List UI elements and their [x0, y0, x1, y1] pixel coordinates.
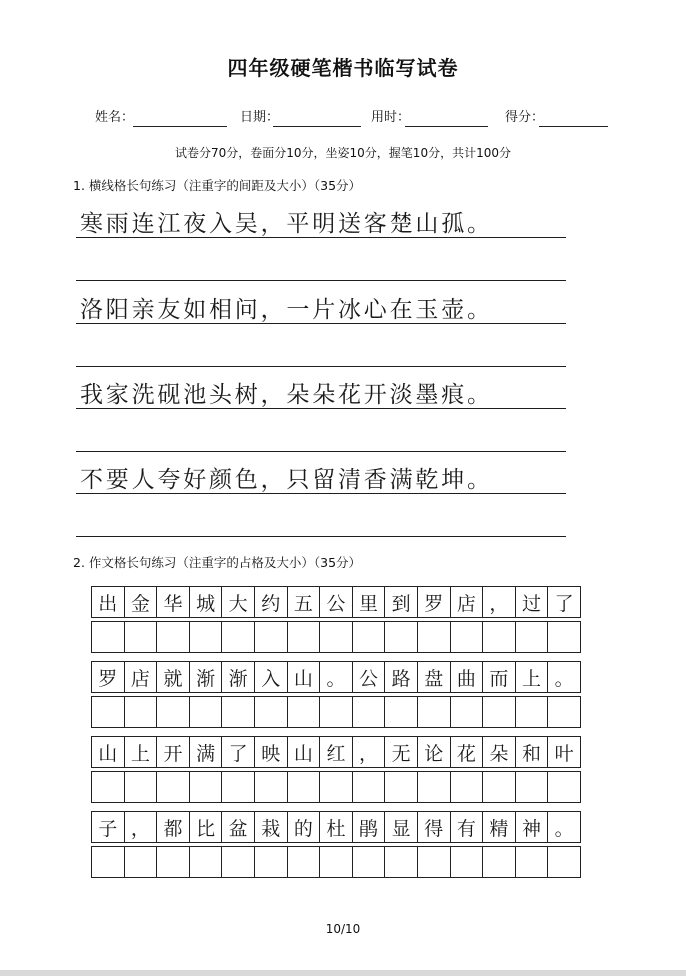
grid-char-cell: 论	[418, 737, 451, 768]
grid-blank-cell[interactable]	[255, 697, 288, 728]
grid-blank-cell[interactable]	[451, 847, 484, 878]
grid-blank-cell[interactable]	[353, 697, 386, 728]
grid-practice-row	[91, 621, 581, 653]
grid-blank-cell[interactable]	[125, 697, 158, 728]
grid-blank-cell[interactable]	[125, 847, 158, 878]
grid-blank-cell[interactable]	[483, 847, 516, 878]
grid-char-cell: 无	[385, 737, 418, 768]
grid-char-cell: 上	[516, 662, 549, 693]
grid-char-cell: 城	[190, 587, 223, 618]
time-used-field[interactable]	[405, 126, 488, 127]
ruled-line	[76, 323, 566, 324]
line-practice-3	[76, 371, 566, 456]
page-number: 10/10	[325, 922, 361, 936]
grid-char-cell: 花	[451, 737, 484, 768]
grid-char-cell: 金	[125, 587, 158, 618]
grid-blank-cell[interactable]	[255, 772, 288, 803]
grid-char-cell: 入	[255, 662, 288, 693]
grid-blank-cell[interactable]	[320, 772, 353, 803]
name-label: 姓名：	[95, 110, 135, 125]
grid-char-cell: 盘	[418, 662, 451, 693]
ruled-line[interactable]	[76, 366, 566, 367]
sentence-3: 我家洗砚池头树，朵朵花开淡墨痕。	[80, 382, 493, 408]
grid-char-cell: 。	[548, 662, 581, 693]
sentence-4: 不要人夸好颜色，只留清香满乾坤。	[80, 467, 493, 493]
grid-blank-cell[interactable]	[222, 847, 255, 878]
section2-title: 2. 作文格长句练习（注重字的占格及大小）（35分）	[73, 555, 362, 570]
ruled-line	[76, 408, 566, 409]
grid-blank-cell[interactable]	[418, 847, 451, 878]
name-field[interactable]	[133, 126, 227, 127]
grid-blank-cell[interactable]	[385, 697, 418, 728]
grid-blank-cell[interactable]	[190, 697, 223, 728]
sentence-1: 寒雨连江夜入吴，平明送客楚山孤。	[80, 211, 493, 237]
grid-char-cell: 栽	[255, 812, 288, 843]
grid-char-cell: 得	[418, 812, 451, 843]
section1-title: 1. 横线格长句练习（注重字的间距及大小）（35分）	[73, 178, 362, 193]
grid-char-cell: 杜	[320, 812, 353, 843]
grid-char-cell: 而	[483, 662, 516, 693]
grid-char-cell: 罗	[92, 662, 125, 693]
date-label: 日期：	[240, 110, 280, 125]
grid-char-cell: 公	[353, 662, 386, 693]
grid-blank-cell[interactable]	[418, 697, 451, 728]
ruled-line	[76, 237, 566, 238]
grid-blank-cell[interactable]	[385, 847, 418, 878]
grid-blank-cell[interactable]	[516, 847, 549, 878]
grid-blank-cell[interactable]	[548, 772, 581, 803]
grid-char-cell: 比	[190, 812, 223, 843]
grid-char-cell: 有	[451, 812, 484, 843]
grid-blank-cell[interactable]	[451, 622, 484, 653]
grid-char-cell: 了	[222, 737, 255, 768]
grid-blank-cell[interactable]	[222, 622, 255, 653]
grid-blank-cell[interactable]	[516, 772, 549, 803]
bottom-bar	[0, 970, 686, 976]
grid-blank-cell[interactable]	[483, 622, 516, 653]
page-title: 四年级硬笔楷书临写试卷	[227, 56, 459, 80]
grid-char-cell: 显	[385, 812, 418, 843]
grid-char-cell: ，	[125, 812, 158, 843]
grid-char-cell: 五	[288, 587, 321, 618]
grid-model-row	[91, 811, 581, 843]
grid-blank-cell[interactable]	[483, 772, 516, 803]
grid-blank-cell[interactable]	[516, 697, 549, 728]
grid-char-cell: 鹃	[353, 812, 386, 843]
grid-char-cell: 大	[222, 587, 255, 618]
grid-blank-cell[interactable]	[222, 697, 255, 728]
grid-char-cell: 出	[92, 587, 125, 618]
grid-blank-cell[interactable]	[92, 772, 125, 803]
ruled-line[interactable]	[76, 536, 566, 537]
grid-blank-cell[interactable]	[418, 622, 451, 653]
grid-blank-cell[interactable]	[190, 847, 223, 878]
line-practice-1	[76, 200, 566, 285]
grid-blank-cell[interactable]	[451, 772, 484, 803]
grid-char-cell: 店	[451, 587, 484, 618]
grid-blank-cell[interactable]	[125, 622, 158, 653]
grid-blank-cell[interactable]	[255, 622, 288, 653]
grid-blank-cell[interactable]	[451, 697, 484, 728]
grid-char-cell: 。	[548, 812, 581, 843]
grid-char-cell: 路	[385, 662, 418, 693]
grid-blank-cell[interactable]	[320, 622, 353, 653]
grid-blank-cell[interactable]	[190, 772, 223, 803]
grid-practice-row	[91, 696, 581, 728]
score-field[interactable]	[539, 126, 608, 127]
grid-char-cell: 盆	[222, 812, 255, 843]
grid-char-cell: ，	[353, 737, 386, 768]
grid-blank-cell[interactable]	[516, 622, 549, 653]
sentence-2: 洛阳亲友如相问，一片冰心在玉壶。	[80, 297, 493, 323]
grid-blank-cell[interactable]	[288, 847, 321, 878]
grid-blank-cell[interactable]	[190, 622, 223, 653]
grid-blank-cell[interactable]	[222, 772, 255, 803]
grid-blank-cell[interactable]	[288, 622, 321, 653]
grid-blank-cell[interactable]	[418, 772, 451, 803]
grid-char-cell: 山	[288, 662, 321, 693]
grid-char-cell: 红	[320, 737, 353, 768]
grid-blank-cell[interactable]	[385, 622, 418, 653]
grid-blank-cell[interactable]	[548, 622, 581, 653]
line-practice-4	[76, 456, 566, 541]
grid-blank-cell[interactable]	[92, 697, 125, 728]
grid-char-cell: 店	[125, 662, 158, 693]
score-note: 试卷分70分，卷面分10分，坐姿10分，握笔10分，共计100分	[175, 146, 511, 160]
grid-blank-cell[interactable]	[157, 622, 190, 653]
line-practice-2	[76, 286, 566, 371]
grid-blank-cell[interactable]	[157, 847, 190, 878]
time-used-label: 用时：	[371, 110, 411, 125]
grid-char-cell: 精	[483, 812, 516, 843]
grid-char-cell: 和	[516, 737, 549, 768]
grid-char-cell: 山	[92, 737, 125, 768]
grid-char-cell: 公	[320, 587, 353, 618]
grid-blank-cell[interactable]	[157, 772, 190, 803]
grid-char-cell: 到	[385, 587, 418, 618]
ruled-line	[76, 493, 566, 494]
grid-char-cell: 子	[92, 812, 125, 843]
grid-practice-row	[91, 846, 581, 878]
grid-char-cell: 开	[157, 737, 190, 768]
grid-char-cell: 曲	[451, 662, 484, 693]
grid-char-cell: 的	[288, 812, 321, 843]
grid-blank-cell[interactable]	[353, 847, 386, 878]
grid-practice-row	[91, 771, 581, 803]
grid-blank-cell[interactable]	[353, 772, 386, 803]
grid-blank-cell[interactable]	[353, 622, 386, 653]
grid-char-cell: 就	[157, 662, 190, 693]
grid-blank-cell[interactable]	[320, 847, 353, 878]
date-field[interactable]	[273, 126, 361, 127]
ruled-line[interactable]	[76, 451, 566, 452]
grid-char-cell: 华	[157, 587, 190, 618]
grid-char-cell: 上	[125, 737, 158, 768]
grid-char-cell: 罗	[418, 587, 451, 618]
grid-blank-cell[interactable]	[92, 622, 125, 653]
grid-blank-cell[interactable]	[157, 697, 190, 728]
grid-char-cell: ，	[483, 587, 516, 618]
grid-char-cell: 。	[320, 662, 353, 693]
grid-blank-cell[interactable]	[288, 772, 321, 803]
grid-char-cell: 神	[516, 812, 549, 843]
score-label: 得分：	[505, 110, 545, 125]
grid-blank-cell[interactable]	[92, 847, 125, 878]
ruled-line[interactable]	[76, 280, 566, 281]
grid-blank-cell[interactable]	[125, 772, 158, 803]
grid-model-row	[91, 586, 581, 618]
grid-blank-cell[interactable]	[385, 772, 418, 803]
grid-char-cell: 都	[157, 812, 190, 843]
grid-model-row	[91, 661, 581, 693]
grid-blank-cell[interactable]	[255, 847, 288, 878]
grid-blank-cell[interactable]	[320, 697, 353, 728]
grid-char-cell: 渐	[222, 662, 255, 693]
grid-char-cell: 约	[255, 587, 288, 618]
grid-char-cell: 渐	[190, 662, 223, 693]
grid-model-row	[91, 736, 581, 768]
grid-char-cell: 过	[516, 587, 549, 618]
grid-blank-cell[interactable]	[548, 847, 581, 878]
grid-char-cell: 了	[548, 587, 581, 618]
grid-char-cell: 朵	[483, 737, 516, 768]
grid-char-cell: 映	[255, 737, 288, 768]
grid-char-cell: 山	[288, 737, 321, 768]
grid-blank-cell[interactable]	[548, 697, 581, 728]
info-row	[0, 106, 686, 130]
grid-char-cell: 满	[190, 737, 223, 768]
grid-blank-cell[interactable]	[483, 697, 516, 728]
grid-char-cell: 里	[353, 587, 386, 618]
grid-char-cell: 叶	[548, 737, 581, 768]
grid-blank-cell[interactable]	[288, 697, 321, 728]
